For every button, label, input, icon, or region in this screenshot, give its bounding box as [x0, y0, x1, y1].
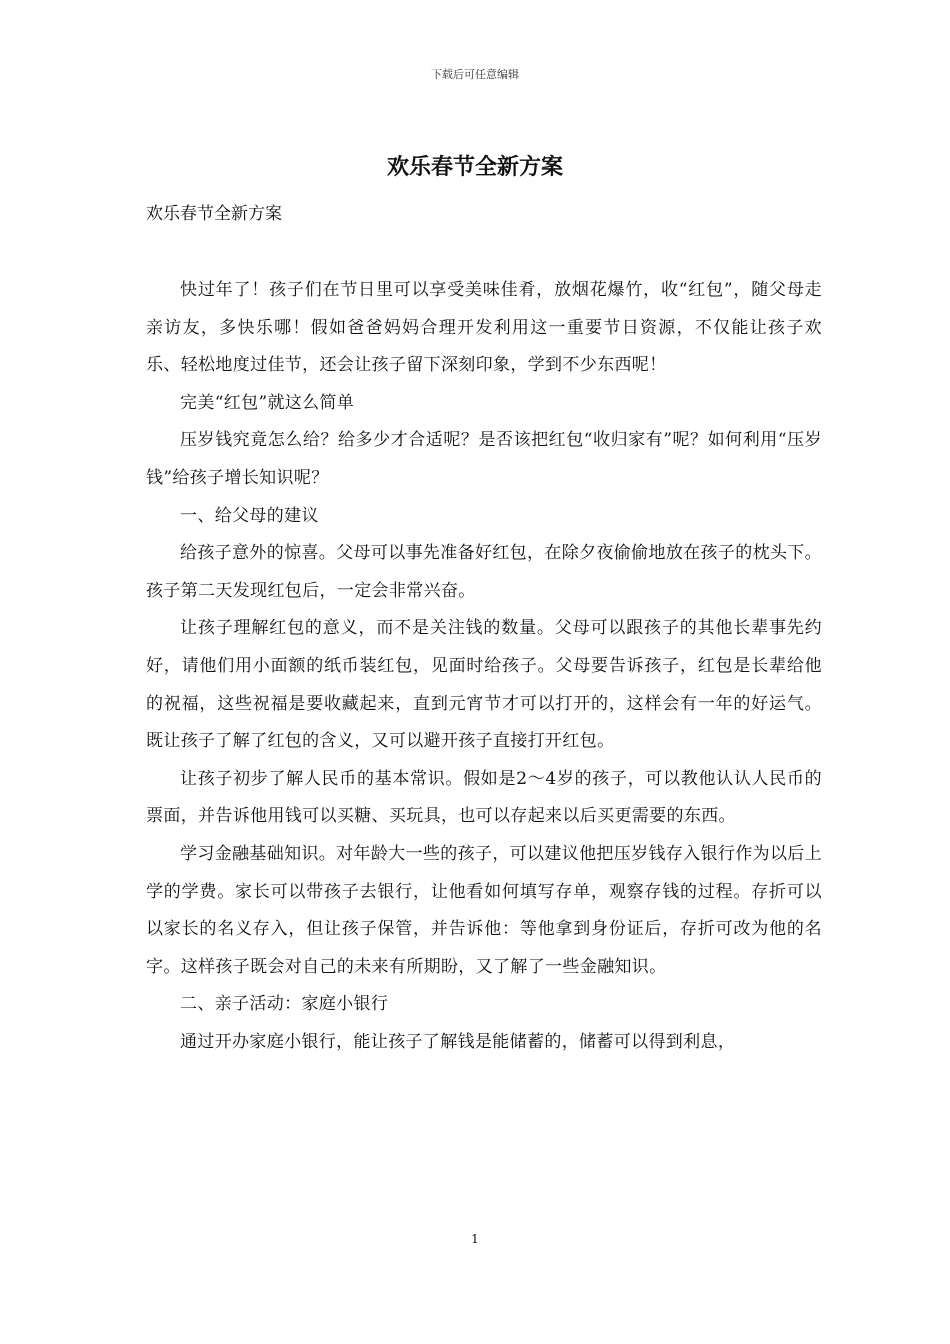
paragraph-section-heading: 完美“红包”就这么简单: [180, 392, 355, 413]
document-title: 欢乐春节全新方案: [386, 154, 563, 180]
paragraph-meaning: 让孩子理解红包的意义，而不是关注钱的数量。父母可以跟孩子的其他长辈事先约好，请他们用小面额的纸币装红包，见面时给孩子。父母要告诉孩子，红包是长辈给他的祝福，这些祝福是要收藏起来，直到元宵节才可以打开的，这样会有一年的好运气。既让孩子了解了红包的含义，又可以避开孩子直接打开红包。: [146, 618, 822, 752]
paragraph-surprise: 给孩子意外的惊喜。父母可以事先准备好红包，在除夕夜偷偷地放在孩子的枕头下。孩子第二天发现红包后，一定会非常兴奋。: [146, 543, 822, 601]
paragraph-family-bank: 通过开办家庭小银行，能让孩子了解钱是能储蓄的，储蓄可以得到利息，: [180, 1031, 736, 1052]
page-number: 1: [471, 1232, 479, 1246]
paragraph-currency: 让孩子初步了解人民币的基本常识。假如是2～4岁的孩子，可以教他认认人民币的票面，并告诉他用钱可以买糖、买玩具，也可以存起来以后买更需要的东西。: [146, 768, 822, 827]
paragraph-heading-activity: 二、亲子活动：家庭小银行: [180, 994, 389, 1015]
paragraph-finance: 学习金融基础知识。对年龄大一些的孩子，可以建议他把压岁钱存入银行作为以后上学的学费。家长可以带孩子去银行，让他看如何填写存单，观察存钱的过程。存折可以以家长的名义存入，但让孩子保管，并告诉他：等他拿到身份证后，存折可改为他的名字。这样孩子既会对自己的未来有所期盼，又了解了一些金融知识。: [146, 843, 822, 977]
paragraph-intro: 快过年了！孩子们在节日里可以享受美味佳肴，放烟花爆竹，收“红包”，随父母走亲访友，多快乐哪！假如爸爸妈妈合理开发利用这一重要节日资源，不仅能让孩子欢乐、轻松地度过佳节，还会让孩子留下深刻印象，学到不少东西呢！: [146, 280, 822, 376]
document-subtitle: 欢乐春节全新方案: [146, 204, 282, 224]
paragraph-question: 压岁钱究竟怎么给？给多少才合适呢？是否该把红包“收归家有”呢？如何利用“压岁钱”给孩子增长知识呢？: [146, 430, 822, 488]
document-body: [146, 272, 822, 1061]
paragraph-heading-advice: 一、给父母的建议: [180, 505, 319, 526]
page-header: 下载后可任意编辑: [431, 68, 519, 81]
